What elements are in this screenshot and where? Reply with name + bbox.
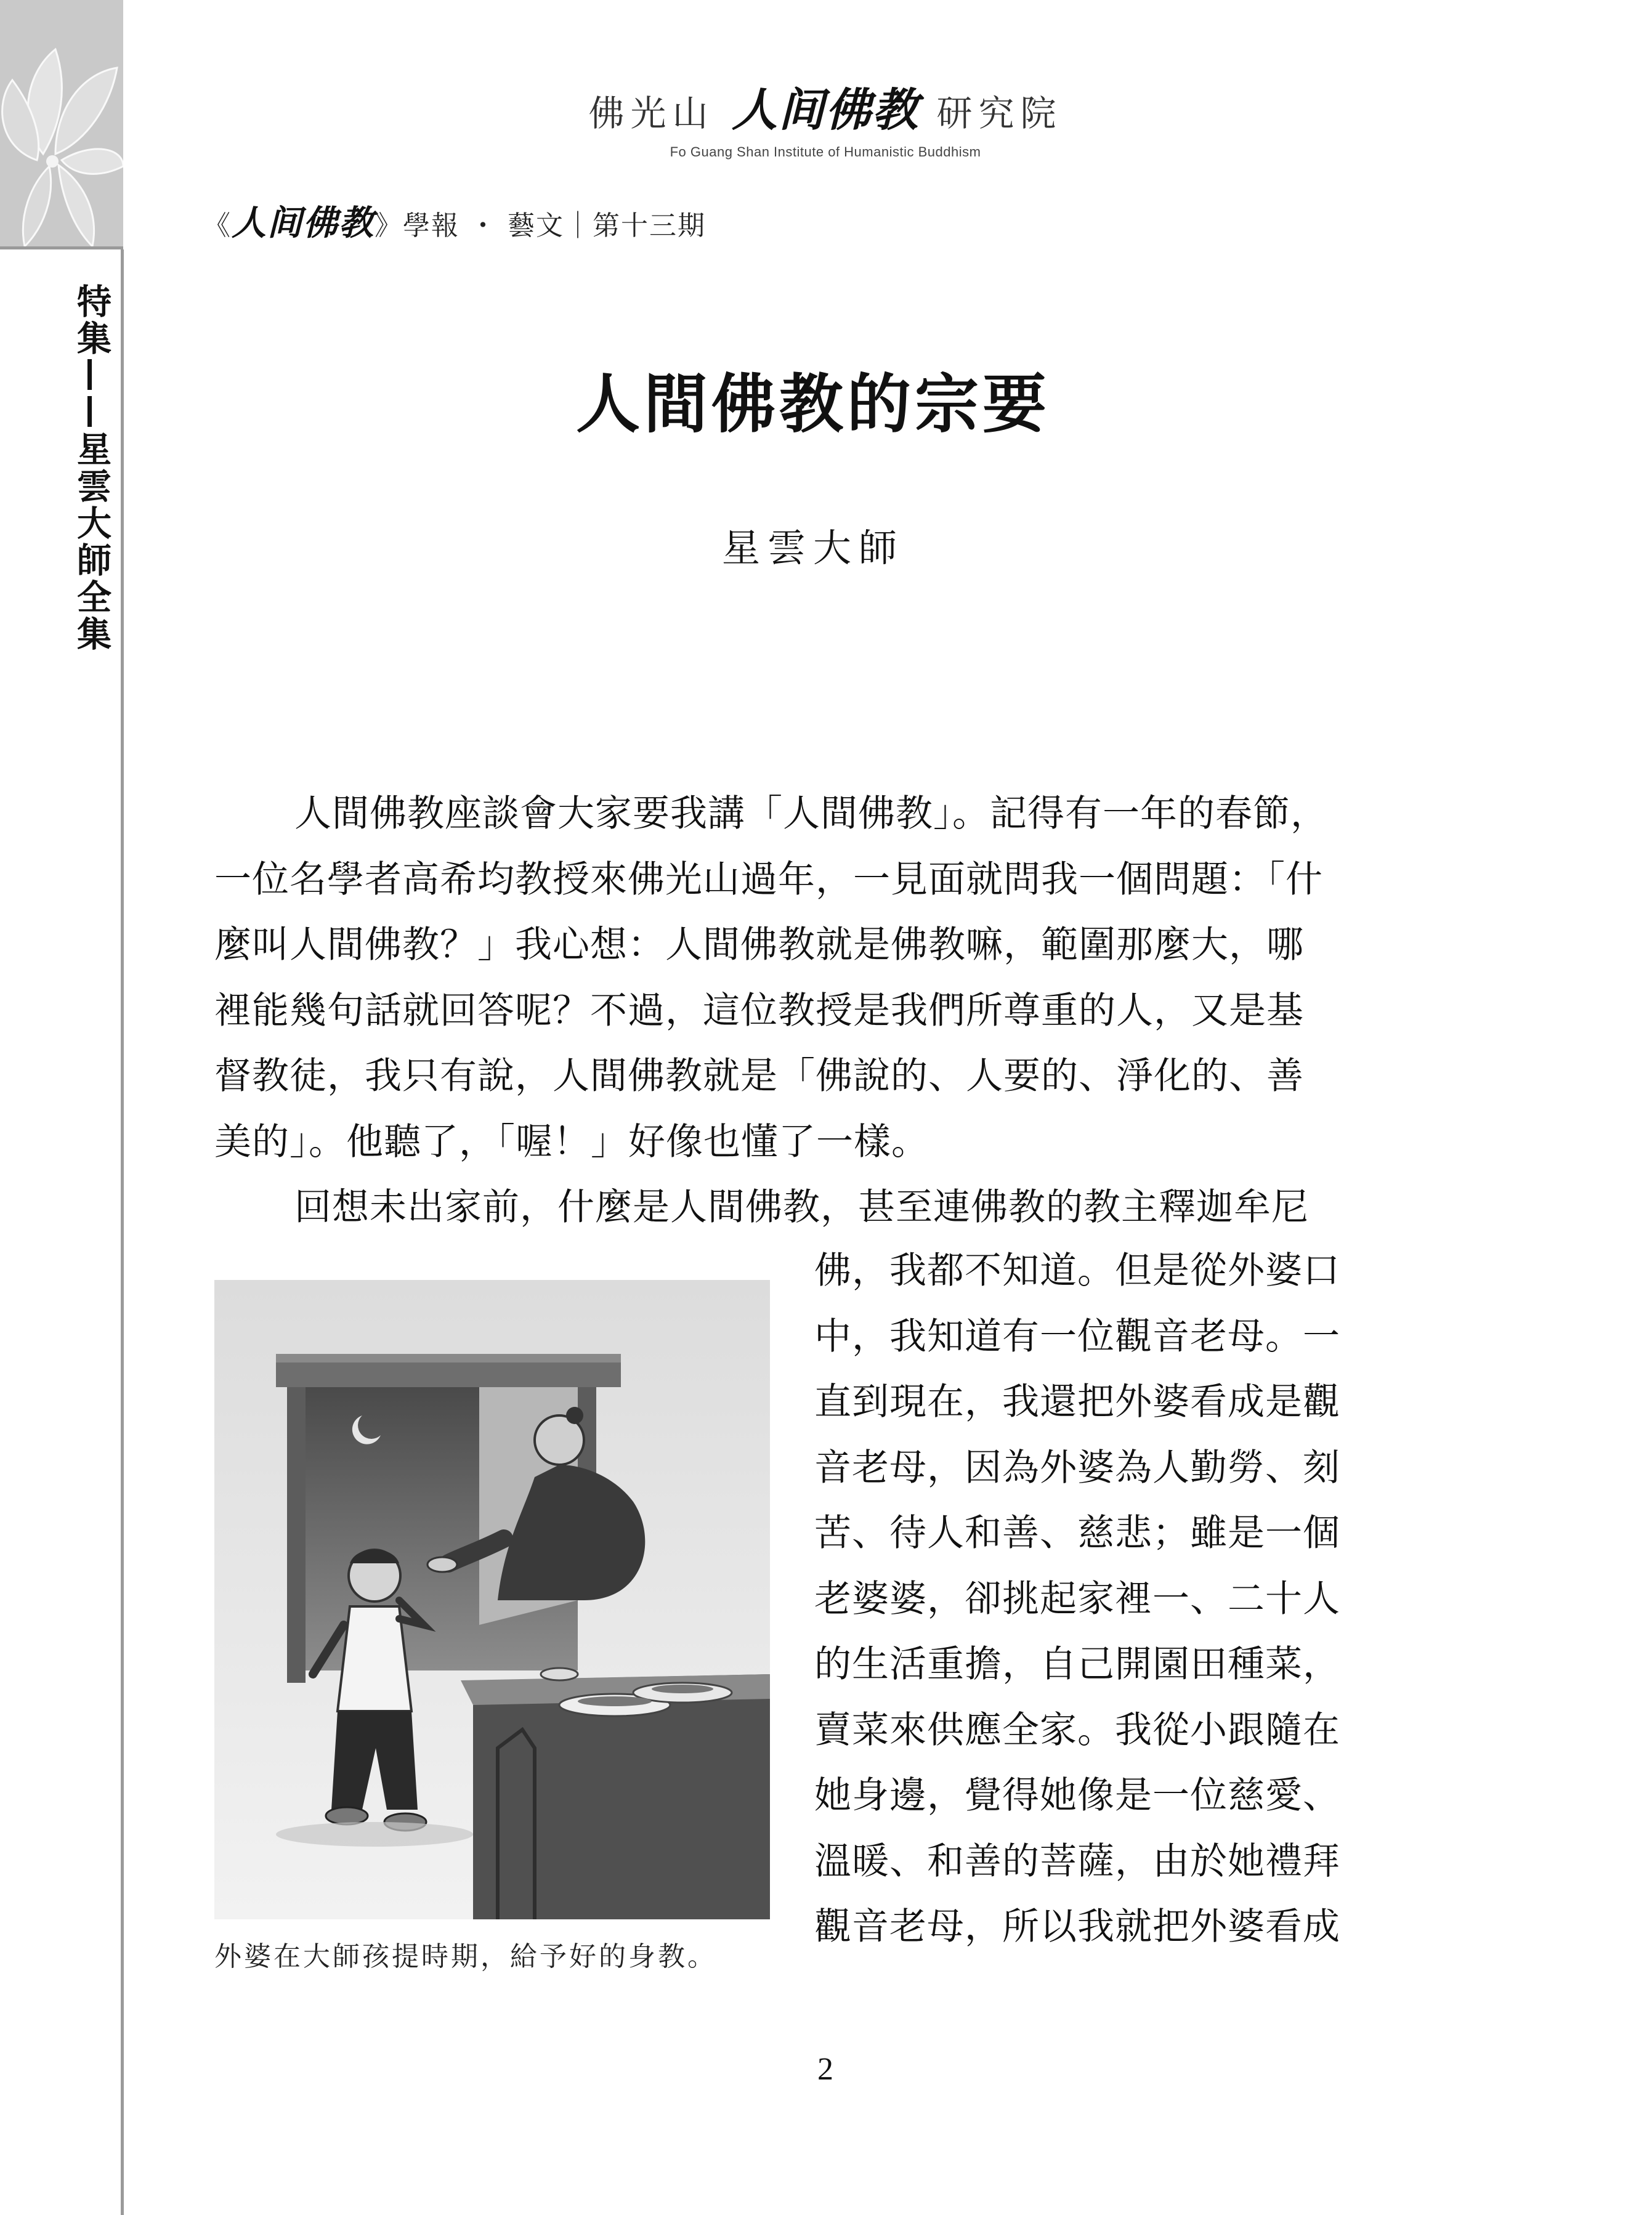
institute-name-en: Fo Guang Shan Institute of Humanistic Buddhism — [670, 144, 981, 160]
text-line: 的生活重擔，自己開園田種菜， — [814, 1643, 1340, 1686]
corner-ornament — [0, 0, 123, 249]
institute-suffix: 研究院 — [936, 92, 1063, 134]
paragraph-2-start — [214, 1175, 1391, 1241]
journal-open: 《 — [203, 210, 232, 241]
side-label-dash: —— — [71, 357, 111, 431]
text-line: 直到現在，我還把外婆看成是觀 — [814, 1380, 1340, 1423]
corner-bottom-rule — [0, 246, 123, 249]
journal-rest: 》學報 ・ 藝文｜第十三期 — [375, 210, 706, 241]
paragraph-2-column — [814, 1238, 1399, 1960]
margin-rule — [121, 249, 124, 2215]
side-label-part1: 特集 — [71, 283, 111, 357]
text-line: 美的」。他聽了，「喔！」好像也懂了一樣。 — [214, 1120, 929, 1164]
text-line: 賣菜來供應全家。我從小跟隨在 — [814, 1708, 1340, 1752]
text-line: 中，我知道有一位觀音老母。一 — [814, 1314, 1340, 1358]
text-line: 她身邊，覺得她像是一位慈愛、 — [814, 1774, 1340, 1817]
journal-brand-logo: 人间佛教 — [232, 203, 375, 243]
side-label-part2: 星雲大師全集 — [71, 431, 111, 653]
text-line: 苦、待人和善、慈悲；雖是一個 — [814, 1512, 1340, 1555]
figure-caption: 外婆在大師孩提時期，給予好的身教。 — [214, 1941, 717, 1972]
article-author: 星雲大師 — [721, 525, 904, 570]
text-line: 人間佛教座談會大家要我講「人間佛教」。記得有一年的春節， — [294, 792, 1328, 835]
ink-illustration-icon — [214, 1280, 770, 1919]
text-line: 一位名學者高希均教授來佛光山過年，一見面就問我一個問題：「什 — [214, 857, 1323, 901]
institute-name — [579, 74, 1072, 139]
illustration-grandmother-and-child — [214, 1280, 770, 1919]
text-line: 老婆婆，卻挑起家裡一、二十人 — [814, 1577, 1340, 1621]
text-line: 音老母，因為外婆為人勤勞、刻 — [814, 1446, 1340, 1489]
institute-prefix: 佛光山 — [588, 92, 715, 134]
lotus-flower-icon — [0, 0, 123, 249]
journal-running-head — [203, 196, 706, 245]
text-line: 佛，我都不知道。但是從外婆口 — [814, 1249, 1340, 1292]
section-side-label — [62, 283, 111, 653]
text-line: 麼叫人間佛教？」我心想：人間佛教就是佛教嘛，範圍那麼大，哪 — [214, 923, 1304, 966]
institute-header — [579, 74, 1072, 160]
text-line: 回想未出家前，什麼是人間佛教，甚至連佛教的教主釋迦牟尼 — [294, 1186, 1309, 1229]
text-line: 觀音老母，所以我就把外婆看成 — [814, 1905, 1340, 1948]
text-line: 溫暖、和善的菩薩，由於她禮拜 — [814, 1839, 1340, 1883]
paragraph-1 — [214, 781, 1391, 1175]
text-line: 督教徒，我只有說，人間佛教就是「佛說的、人要的、淨化的、善 — [214, 1055, 1304, 1098]
article-body — [214, 781, 1391, 1241]
article-title: 人間佛教的宗要 — [575, 366, 1050, 442]
text-line: 裡能幾句話就回答呢？不過，這位教授是我們所尊重的人，又是基 — [214, 989, 1304, 1032]
page-number: 2 — [817, 2052, 833, 2087]
institute-brand-logo: 人间佛教 — [732, 84, 919, 137]
